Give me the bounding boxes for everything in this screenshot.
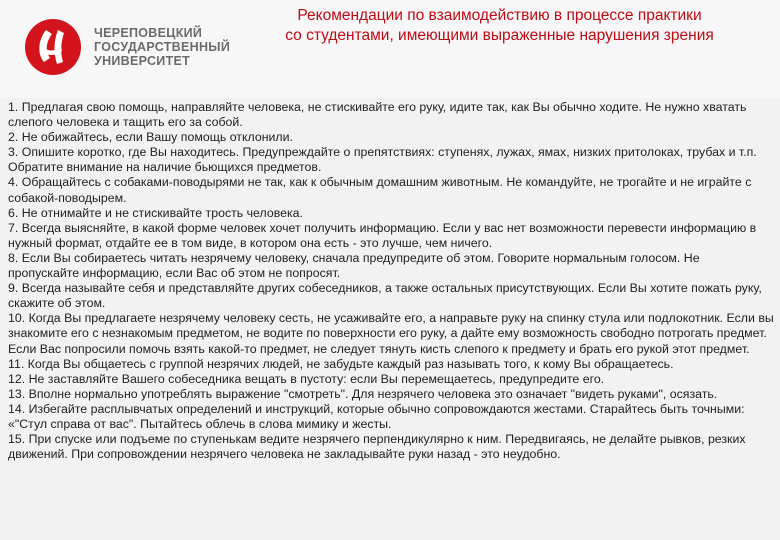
recommendation-item: 11. Когда Вы общаетесь с группой незрячих людей, не забудьте каждый раз называть того, к кому Вы обращаетесь.: [8, 356, 674, 371]
logo-line-3: УНИВЕРСИТЕТ: [94, 54, 191, 68]
recommendations-list: [8, 100, 774, 538]
page-title: [222, 6, 777, 46]
logo-line-1: ЧЕРЕПОВЕЦКИЙ: [94, 26, 203, 40]
recommendation-item: 7. Всегда выясняйте, в какой форме человек хочет получить информацию. Если у вас нет возможности перевести информацию в нужный формат, отдайте ее в том виде, в котором она есть - это лучше, чем ничего.: [8, 220, 757, 250]
recommendation-item: 8. Если Вы собираетесь читать незрячему человеку, сначала предупредите об этом. Говорите нормальным голосом. Не пропускайте информацию, если Вас об этом не попросят.: [8, 250, 700, 281]
recommendation-item: 6. Не отнимайте и не стискивайте трость человека.: [8, 205, 303, 220]
recommendation-item: 14. Избегайте расплывчатых определений и инструкций, которые обычно сопровождаются жестами. Старайтесь быть точными: «"Стул справа от вас". Пытайтесь облечь в слова мимику и жесты.: [8, 401, 745, 431]
recommendation-item: 13. Вполне нормально употреблять выражение "смотреть". Для незрячего человека это означает "видеть руками", осязать.: [8, 386, 718, 401]
logo-line-2: ГОСУДАРСТВЕННЫЙ: [94, 40, 231, 54]
recommendation-item: 9. Всегда называйте себя и представляйте других собеседников, а также остальных присутствующих. Если Вы хотите пожать руку, скажите об этом.: [8, 281, 762, 311]
recommendation-item: 12. Не заставляйте Вашего собеседника вещать в пустоту: если Вы перемещаетесь, предупредите его.: [8, 371, 605, 386]
recommendation-item: 10. Когда Вы предлагаете незрячему человеку сесть, не усаживайте его, а направьте руку на спинку стула или подлокотник. Если вы знакомите его с незнакомым предметом, не водите по поверхности его руку, а дайте ему возможность свободно потрогать предмет. Если Вас попросили помочь взять какой-то предмет, не следует тянуть кисть слепого к предмету и брать его рукой этот предмет.: [8, 311, 774, 356]
university-logo: [24, 18, 244, 78]
title-line-2: со студентами, имеющими выраженные нарушения зрения: [285, 27, 714, 44]
recommendation-item: 1. Предлагая свою помощь, направляйте человека, не стискивайте его руку, идите так, как Вы обычно ходите. Не нужно хватать слепого человека и тащить его за собой.: [8, 100, 747, 130]
university-emblem-icon: [24, 18, 82, 76]
recommendation-item: 15. При спуске или подъеме по ступенькам ведите незрячего перпендикулярно к ним. Передвигаясь, не делайте рывков, резких движений. При сопровождении незрячего человека не закладывайте руки назад - это неудобно.: [8, 432, 746, 462]
recommendation-item: 2. Не обижайтесь, если Вашу помощь отклонили.: [8, 130, 293, 145]
recommendation-item: 3. Опишите коротко, где Вы находитесь. Предупреждайте о препятствиях: ступенях, лужах, ямах, низких притолоках, трубах и т.п. Обратите внимание на наличие бьющихся предметов.: [8, 145, 757, 175]
recommendation-item: 4. Обращайтесь с собаками-поводырями не так, как к обычным домашним животным. Не командуйте, не трогайте и не играйте с собакой-поводырем.: [8, 175, 752, 205]
title-line-1: Рекомендации по взаимодействию в процессе практики: [297, 7, 702, 24]
header: [0, 0, 780, 98]
